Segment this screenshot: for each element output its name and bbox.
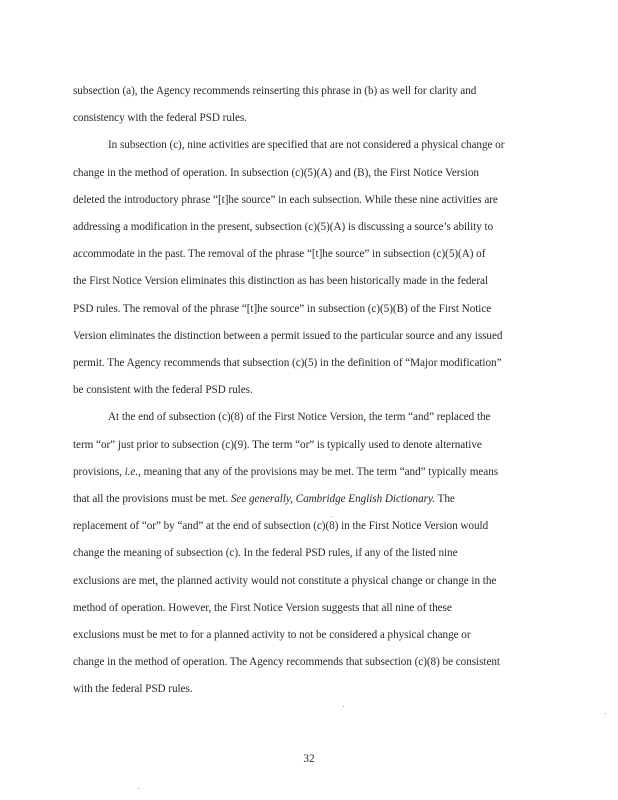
text-line: the First Notice Version eliminates this distinction as has been historically made in the federal: [73, 275, 488, 288]
text-line: At the end of subsection (c)(8) of the First Notice Version, the term “and” replaced the: [108, 411, 491, 424]
text-line: consistency with the federal PSD rules.: [73, 112, 247, 125]
text-line: deleted the introductory phrase “[t]he source” in each subsection. While these nine activities are: [73, 193, 498, 206]
page-number: 32: [303, 753, 315, 765]
text-line: accommodate in the past. The removal of the phrase “[t]he source” in subsection (c)(5)(A) of: [73, 248, 486, 261]
italic-phrase: i.e.: [124, 465, 139, 478]
text-line: change the meaning of subsection (c). In the federal PSD rules, if any of the listed nine: [73, 547, 458, 560]
text-line: Version eliminates the distinction between a permit issued to the particular source and any issued: [73, 329, 503, 342]
text-line: be consistent with the federal PSD rules.: [73, 384, 253, 397]
text-line: that all the provisions must be met. See generally, Cambridge English Dictionary. The: [73, 493, 455, 506]
text-line: exclusions are met, the planned activity would not constitute a physical change or change in the: [73, 574, 497, 587]
scan-speck: [331, 516, 332, 517]
text-line: permit. The Agency recommends that subsection (c)(5) in the definition of “Major modification”: [73, 357, 502, 370]
text-line: replacement of “or” by “and” at the end of subsection (c)(8) in the First Notice Version would: [73, 520, 489, 533]
paragraph-1: [73, 78, 551, 132]
text-line: change in the method of operation. In subsection (c)(5)(A) and (B), the First Notice Version: [73, 166, 479, 179]
scan-speck: [605, 713, 606, 714]
italic-phrase: See generally, Cambridge English Dictionary.: [230, 493, 435, 506]
text-line: with the federal PSD rules.: [73, 683, 193, 696]
text-line: subsection (a), the Agency recommends reinserting this phrase in (b) as well for clarity and: [73, 85, 477, 97]
text-line: provisions, i.e., meaning that any of the provisions may be met. The term “and” typically means: [73, 465, 499, 478]
paragraph-2: [73, 132, 551, 404]
scan-speck: [138, 788, 139, 789]
paragraph-3: [73, 404, 551, 703]
text-line: method of operation. However, the First Notice Version suggests that all nine of these: [73, 601, 452, 614]
scan-speck: [343, 706, 344, 707]
text-line: In subsection (c), nine activities are specified that are not considered a physical change or: [108, 139, 505, 152]
text-line: term “or” just prior to subsection (c)(9). The term “or” is typically used to denote alternative: [73, 438, 482, 451]
text-line: PSD rules. The removal of the phrase “[t]he source” in subsection (c)(5)(B) of the First Notice: [73, 302, 492, 315]
text-line: change in the method of operation. The Agency recommends that subsection (c)(8) be consistent: [73, 656, 500, 669]
text-line: exclusions must be met to for a planned activity to not be considered a physical change or: [73, 629, 471, 642]
text-line: addressing a modification in the present, subsection (c)(5)(A) is discussing a source’s ability to: [73, 221, 494, 234]
document-body: [73, 78, 551, 704]
